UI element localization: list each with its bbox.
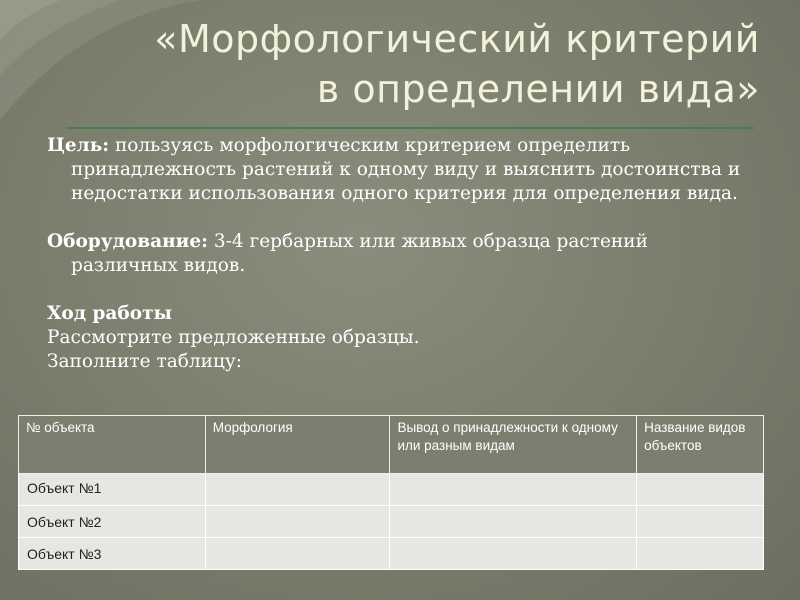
morphology-cell[interactable] (205, 474, 390, 506)
object-cell: Объект №1 (19, 474, 206, 506)
slide-title-line-2: в определении вида» (316, 67, 760, 111)
table-row (19, 538, 764, 570)
header-species-names: Название видов объектов (637, 416, 764, 474)
goal-paragraph (47, 134, 757, 206)
slide-title-line-1: «Морфологический критерий (154, 17, 760, 61)
table-row (19, 506, 764, 538)
morphology-cell[interactable] (205, 506, 390, 538)
title-underline (66, 127, 754, 129)
slide-title (60, 14, 760, 114)
spacer (47, 278, 757, 302)
species-name-cell[interactable] (637, 538, 764, 570)
conclusion-cell[interactable] (390, 538, 637, 570)
conclusion-cell[interactable] (390, 506, 637, 538)
results-table (18, 415, 764, 570)
conclusion-cell[interactable] (390, 474, 637, 506)
table-row (19, 474, 764, 506)
species-name-cell[interactable] (637, 506, 764, 538)
equipment-label: Оборудование: (47, 231, 208, 252)
header-species-conclusion: Вывод о принадлежности к одному или разным видам (390, 416, 637, 474)
header-morphology: Морфология (205, 416, 390, 474)
object-cell: Объект №3 (19, 538, 206, 570)
header-object-number: № объекта (19, 416, 206, 474)
equipment-text: 3-4 гербарных или живых образца растений различных видов. (71, 231, 648, 276)
slide-content (47, 134, 757, 374)
procedure-step-2: Заполните таблицу: (47, 351, 242, 372)
table-header-row (19, 416, 764, 474)
procedure-heading: Ход работы (47, 303, 173, 324)
object-cell: Объект №2 (19, 506, 206, 538)
goal-text: пользуясь морфологическим критерием определить принадлежность растений к одному виду и выяснить достоинства и недостатки использования одного критерия для определения вида. (71, 135, 741, 204)
morphology-cell[interactable] (205, 538, 390, 570)
equipment-paragraph (47, 230, 757, 278)
species-name-cell[interactable] (637, 474, 764, 506)
goal-label: Цель: (47, 135, 110, 156)
procedure-step-1: Рассмотрите предложенные образцы. (47, 327, 420, 348)
